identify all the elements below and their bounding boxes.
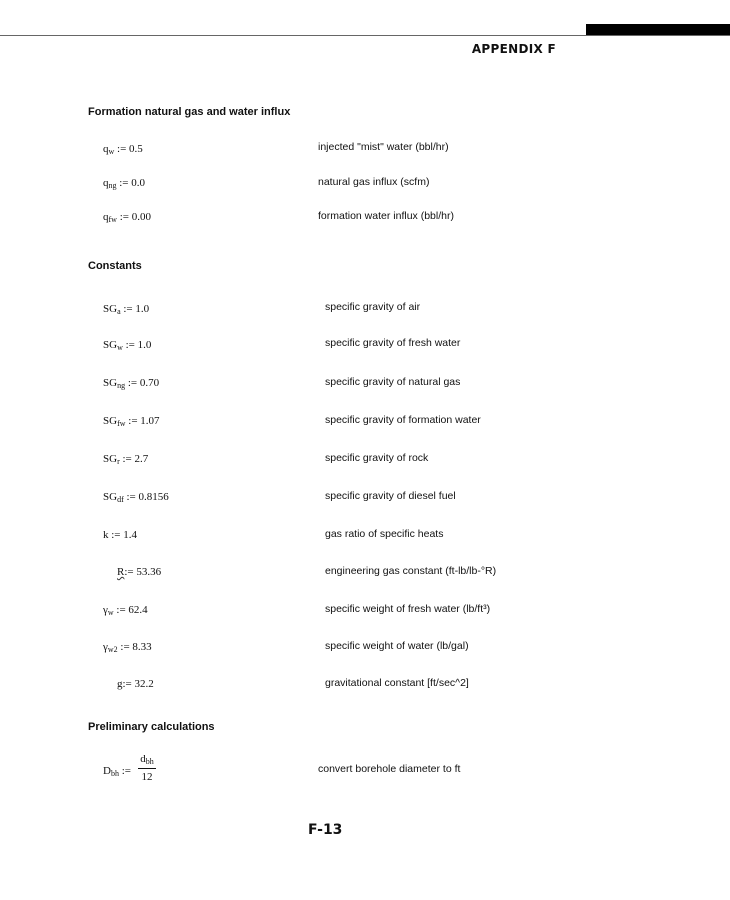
fraction-bar — [138, 768, 156, 769]
desc-sgr: specific gravity of rock — [325, 452, 429, 464]
eq-sgng: $SG_{ng}$ := 0.70 — [103, 377, 160, 390]
desc-sgfw: specific gravity of formation water — [325, 414, 481, 426]
eq-gamma-w2: $\gamma_{w2}$ := 8.33 — [103, 641, 152, 654]
desc-qng: natural gas influx (scfm) — [318, 176, 430, 188]
desc-r: engineering gas constant (ft-lb/lb-°R) — [325, 565, 497, 577]
header-bar — [586, 24, 730, 35]
desc-sgdf: specific gravity of diesel fuel — [325, 490, 456, 502]
eq-sgfw: $SG_{fw}$ := 1.07 — [103, 415, 160, 428]
desc-dbh: convert borehole diameter to ft — [318, 763, 461, 775]
section-influx-title: Formation natural gas and water influx — [88, 106, 291, 118]
eq-qfw: $q_{fw}$ := 0.00 — [103, 211, 151, 224]
section-preliminary-title: Preliminary calculations — [88, 721, 215, 733]
top-rule — [0, 35, 730, 36]
eq-qng: $q_{ng}$ := 0.0 — [103, 177, 146, 190]
eq-sga: $SG_a$ := 1.0 — [103, 303, 150, 316]
desc-gamma-w: specific weight of fresh water (lb/ft³) — [325, 603, 491, 615]
eq-qw: $q_w$ := 0.5 — [103, 143, 143, 156]
dbh-denominator: 12 — [141, 771, 153, 783]
dbh-fraction — [138, 753, 156, 783]
eq-k: k := 1.4 — [103, 529, 138, 541]
desc-sgng: specific gravity of natural gas — [325, 376, 461, 388]
eq-sgw: $SG_w$ := 1.0 — [103, 339, 152, 352]
desc-sgw: specific gravity of fresh water — [325, 337, 461, 349]
desc-qfw: formation water influx (bbl/hr) — [318, 210, 454, 222]
desc-qw: injected "mist" water (bbl/hr) — [318, 141, 449, 153]
dbh-numerator: $d_{bh}$ — [140, 753, 154, 766]
eq-g: g:= 32.2 — [117, 678, 154, 690]
desc-gamma-w2: specific weight of water (lb/gal) — [325, 640, 469, 652]
desc-k: gas ratio of specific heats — [325, 528, 444, 540]
eq-dbh: $D_{bh}$ := — [103, 765, 131, 778]
eq-sgdf: $SG_{df}$ := 0.8156 — [103, 491, 169, 504]
eq-gamma-w: $\gamma_w$ := 62.4 — [103, 604, 148, 617]
eq-r: R:= 53.36 — [117, 566, 162, 578]
desc-g: gravitational constant [ft/sec^2] — [325, 677, 469, 689]
eq-sgr: $SG_r$ := 2.7 — [103, 453, 149, 466]
desc-sga: specific gravity of air — [325, 301, 421, 313]
section-constants-title: Constants — [88, 260, 142, 272]
appendix-label: APPENDIX F — [471, 42, 556, 56]
page-number: F-13 — [308, 822, 343, 838]
